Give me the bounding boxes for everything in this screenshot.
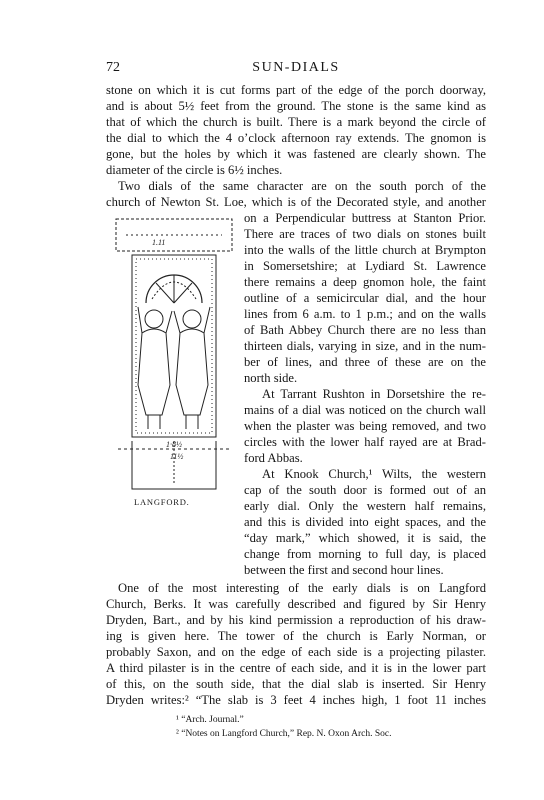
- body-line: of this, on the south side, that the dial slab is inserted. Sir Henry: [106, 677, 486, 691]
- hour-line: [174, 283, 192, 303]
- body-line: gone, but the holes by which it was fastened are clearly shown. The: [106, 147, 486, 161]
- right-figure-legs: [186, 415, 198, 429]
- body-line: the dial to which the 4 o’clock afternoon ray extends. The gnomon is: [106, 131, 486, 145]
- footnote: ¹ “Arch. Journal.”: [176, 715, 244, 725]
- wrap-line: on a Perpendicular buttress at Stanton Prior.: [244, 211, 486, 225]
- body-line: and is about 5½ feet from the ground. The stone is the same kind as: [106, 99, 486, 113]
- wrap-line: into the walls of the little church at Brympton: [244, 243, 486, 257]
- wrap-line: in Somersetshire; at Lydiard St. Lawrence: [244, 259, 486, 273]
- wrap-line: there remains a deep gnomon hole, the faint: [244, 275, 486, 289]
- wrap-line: early dial. Only the western half remains,: [244, 499, 486, 513]
- page-header: [106, 60, 486, 78]
- body-line: Two dials of the same character are on the south porch of the: [118, 179, 486, 193]
- left-figure-body: [138, 329, 170, 415]
- slab-outline: [116, 219, 232, 251]
- wrap-line: cap of the south door is formed out of an: [244, 483, 486, 497]
- body-line: that of which the church is built. There is a mark beyond the circle of: [106, 115, 486, 129]
- body-line: diameter of the circle is 6½ inches.: [106, 163, 283, 177]
- langford-dial-figure: [112, 215, 236, 495]
- body-line: Church, Berks. It was carefully described and figured by Sir Henry: [106, 597, 486, 611]
- figure-caption: LANGFORD.: [134, 497, 190, 507]
- wrap-line: circles with the lower half rayed are at Brad-: [244, 435, 486, 449]
- body-line: Dryden, Bart., and by his kind permission a reproduction of his draw-: [106, 613, 486, 627]
- wrap-line: and this is divided into eight spaces, and the: [244, 515, 486, 529]
- footnote: ² “Notes on Langford Church,” Rep. N. Oxon Arch. Soc.: [176, 729, 392, 739]
- wrap-line: lines from 6 a.m. to 1 p.m.; and on the walls: [244, 307, 486, 321]
- left-figure-head: [145, 310, 163, 328]
- wrap-line: At Knook Church,¹ Wilts, the western: [262, 467, 486, 481]
- running-title: SUN-DIALS: [252, 60, 340, 75]
- wrap-line: between the first and second hour lines.: [244, 563, 444, 577]
- right-figure-body: [176, 329, 208, 415]
- wrap-line: “day mark,” which showed, it is said, the: [244, 531, 486, 545]
- langford-dial-drawing: [112, 215, 236, 495]
- right-figure-head: [183, 310, 201, 328]
- wrap-line: There are traces of two dials on stones built: [244, 227, 486, 241]
- wrap-line: outline of a semicircular dial, and the hour: [244, 291, 486, 305]
- body-line: ing is given here. The tower of the church is Early Norman, or: [106, 629, 486, 643]
- body-line: stone on which it is cut forms part of the edge of the porch doorway,: [106, 83, 486, 97]
- wrap-line: ber of lines, and three of these are on the: [244, 355, 486, 369]
- body-line: probably Saxon, and on the edge of each side is a projecting pilaster.: [106, 645, 486, 659]
- body-line: One of the most interesting of the early dials is on Langford: [118, 581, 486, 595]
- wrap-line: of Bath Abbey Church there are no less than: [244, 323, 486, 337]
- body-line: Dryden writes:² “The slab is 3 feet 4 inches high, 1 foot 11 inches: [106, 693, 486, 707]
- wrap-line: thirteen dials, varying in size, and in the num-: [244, 339, 486, 353]
- wrap-line: ford Abbas.: [244, 451, 303, 465]
- wrap-line: mains of a dial was noticed on the church wall: [244, 403, 486, 417]
- wrap-line: when the plaster was being removed, and two: [244, 419, 486, 433]
- figure-annotation: 1.11: [152, 238, 166, 247]
- figure-annotation: 1·8½: [166, 440, 182, 449]
- wrap-line: At Tarrant Rushton in Dorsetshire the re-: [262, 387, 486, 401]
- wrap-line: north side.: [244, 371, 298, 385]
- body-line: A third pilaster is in the centre of each side, and it is in the lower part: [106, 661, 486, 675]
- page-number: 72: [106, 60, 120, 75]
- figure-annotation: 11½: [170, 452, 184, 461]
- wrap-line: change from morning to full day, is placed: [244, 547, 486, 561]
- body-line: church of Newton St. Loe, which is of the Decorated style, and another: [106, 195, 486, 209]
- left-figure-legs: [148, 415, 160, 429]
- hour-line: [156, 283, 174, 303]
